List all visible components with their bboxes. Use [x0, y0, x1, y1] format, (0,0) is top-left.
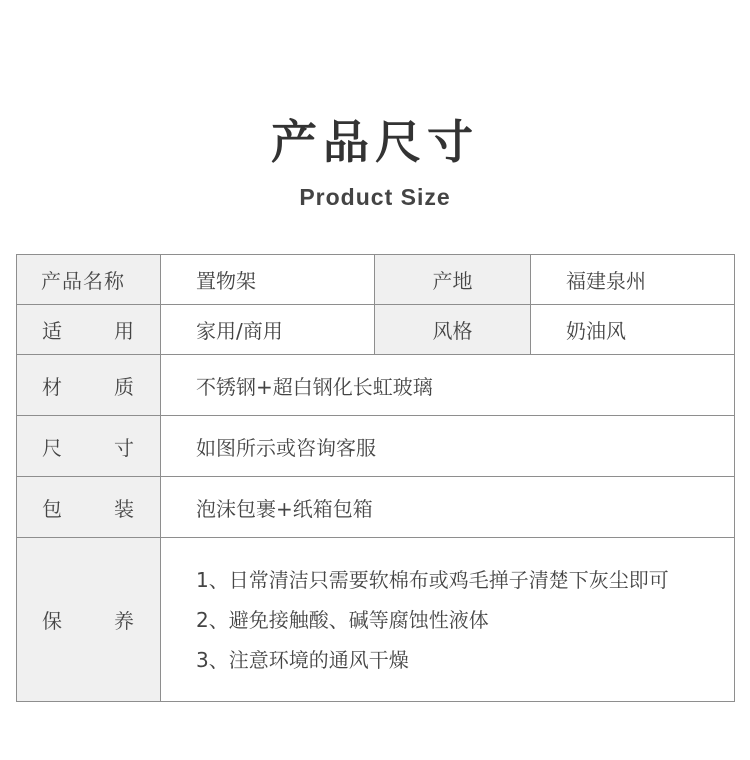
size-value: 如图所示或咨询客服 [161, 416, 735, 477]
care-label-char-2: 养 [114, 609, 134, 633]
material-value: 不锈钢+超白钢化长虹玻璃 [161, 355, 735, 416]
size-label-char-2: 寸 [114, 435, 134, 460]
product-name-value: 置物架 [161, 255, 375, 305]
material-label-char-2: 质 [114, 374, 134, 399]
material-label-char-1: 材 [42, 374, 62, 399]
style-value: 奶油风 [531, 305, 735, 355]
size-label-char-1: 尺 [42, 435, 62, 460]
table-row [17, 477, 735, 538]
packing-value: 泡沫包裹+纸箱包箱 [161, 477, 735, 538]
page-title: 产品尺寸 [271, 115, 479, 169]
product-name-label: 产品名称 [41, 269, 125, 293]
care-line: 2、避免接触酸、碱等腐蚀性液体 [196, 607, 489, 632]
packing-label-cell [17, 477, 161, 538]
care-instructions [161, 538, 735, 702]
packing-label-char-2: 装 [114, 496, 134, 521]
table-row [17, 255, 735, 305]
origin-value: 福建泉州 [531, 255, 735, 305]
table-row [17, 305, 735, 355]
table-row [17, 355, 735, 416]
size-label-cell [17, 416, 161, 477]
usage-label-char-1: 适 [42, 319, 62, 343]
care-label-cell [17, 538, 161, 702]
care-label-char-1: 保 [42, 609, 62, 633]
origin-label: 产地 [375, 255, 531, 305]
usage-value: 家用/商用 [161, 305, 375, 355]
page-subtitle: Product Size [299, 184, 451, 210]
product-name-label-cell [17, 255, 161, 305]
table-row [17, 538, 735, 702]
packing-label-char-1: 包 [42, 496, 62, 521]
care-line: 1、日常清洁只需要软棉布或鸡毛掸子清楚下灰尘即可 [196, 567, 669, 592]
material-label-cell [17, 355, 161, 416]
care-line: 3、注意环境的通风干燥 [196, 647, 409, 672]
usage-label-char-2: 用 [114, 319, 134, 343]
table-row [17, 416, 735, 477]
spec-table [16, 254, 735, 702]
style-label: 风格 [375, 305, 531, 355]
usage-label-cell [17, 305, 161, 355]
